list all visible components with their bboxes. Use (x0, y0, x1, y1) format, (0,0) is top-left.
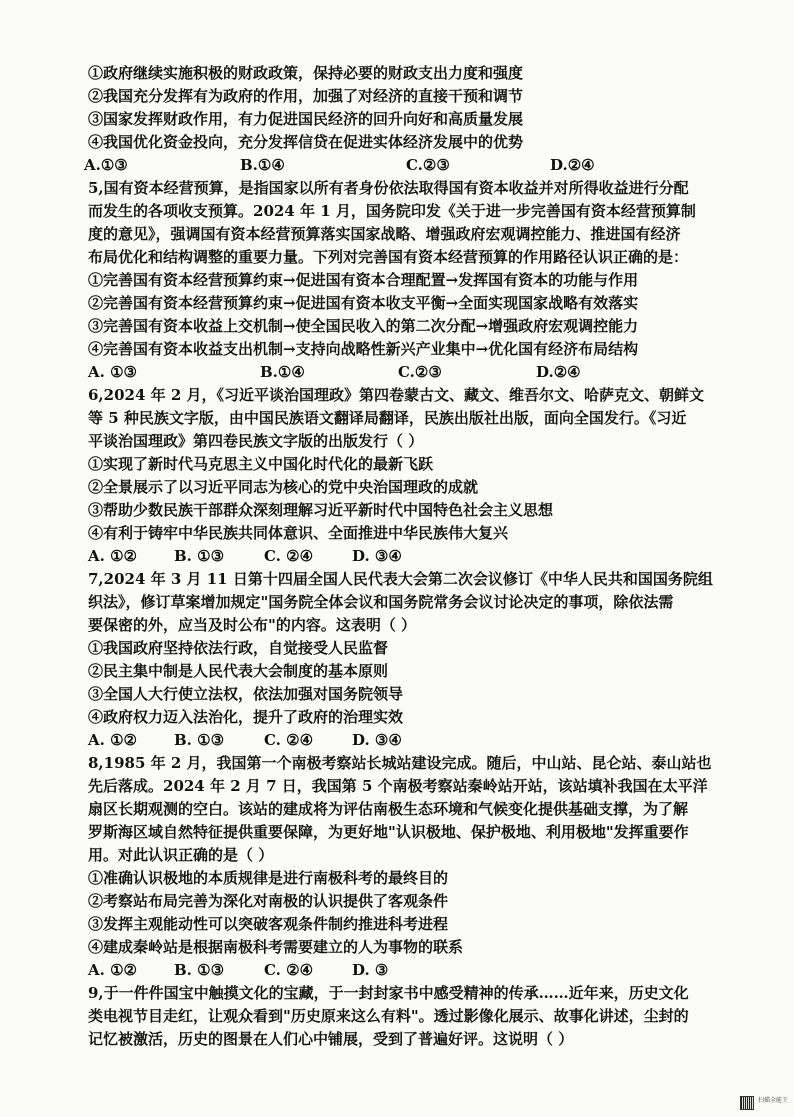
q4-statement-3: ③国家发挥财政作用，有力促进国民经济的回升向好和高质量发展 (88, 110, 524, 128)
q8-choice-a[interactable]: A. ①② (88, 961, 137, 979)
q4-choice-d[interactable]: D.②④ (550, 156, 595, 174)
q7-statement-1: ①我国政府坚持依法行政，自觉接受人民监督 (88, 639, 389, 657)
q6-answer-choices (88, 545, 778, 568)
q4-choice-b[interactable]: B.①④ (240, 156, 285, 174)
q7-statement-2: ②民主集中制是人民代表大会制度的基本原则 (88, 662, 389, 680)
q8-stem-line: 罗斯海区域自然特征提供重要保障，为更好地"认识极地、保护极地、利用极地"发挥重要作 (88, 823, 689, 841)
q7-answer-choices (88, 729, 778, 752)
q8-choice-d[interactable]: D. ③ (352, 961, 389, 979)
q5-statement-1: ①完善国有资本经营预算约束→促进国有资本合理配置→发挥国有资本的功能与作用 (88, 271, 639, 289)
q8-statement-1: ①准确认识极地的本质规律是进行南极科考的最终目的 (88, 869, 449, 887)
q6-stem-line: 6,2024 年 2 月，《习近平谈治国理政》第四卷蒙古文、藏文、维吾尔文、哈萨克文、朝鲜文 (88, 386, 705, 404)
q6-choice-d[interactable]: D. ③④ (352, 547, 402, 565)
q6-stem-line: 等 5 种民族文字版，由中国民族语文翻译局翻译，民族出版社出版，面向全国发行。《习近 (88, 409, 687, 427)
q5-choice-c[interactable]: C.②③ (398, 363, 442, 381)
q6-stem-line: 平谈治国理政》第四卷民族文字版的出版发行（ ） (88, 432, 424, 450)
q6-choice-b[interactable]: B. ①③ (174, 547, 225, 565)
q9-stem-line: 9,于一件件国宝中触摸文化的宝藏，于一封封家书中感受精神的传承……近年来，历史文化 (88, 984, 689, 1002)
q9-stem-line: 记忆被激活，历史的图景在人们心中铺展，受到了普遍好评。这说明（ ） (88, 1030, 574, 1048)
q8-statement-4: ④建成秦岭站是根据南极科考需要建立的人为事物的联系 (88, 938, 464, 956)
q5-statement-3: ③完善国有资本收益上交机制→使全国民收入的第二次分配→增强政府宏观调控能力 (88, 317, 639, 335)
scanner-watermark: 扫描全能王 (758, 1097, 789, 1104)
q5-stem-line: 布局优化和结构调整的重要力量。下列对完善国有资本经营预算的作用路径认识正确的是： (88, 248, 689, 266)
q4-answer-choices (84, 154, 778, 177)
q5-stem-line: 而发生的各项收支预算。2024 年 1 月，国务院印发《关于进一步完善国有资本经营预算制 (88, 202, 696, 220)
q8-statement-3: ③发挥主观能动性可以突破客观条件制约推进科考进程 (88, 915, 449, 933)
q7-choice-a[interactable]: A. ①② (88, 731, 137, 749)
q7-choice-c[interactable]: C. ②④ (264, 731, 314, 749)
q5-stem-line: 度的意见》，强调国有资本经营预算落实国家战略、增强政府宏观调控能力、推进国有经济 (88, 225, 681, 243)
q8-statement-2: ②考察站布局完善为深化对南极的认识提供了客观条件 (88, 892, 449, 910)
q5-choice-d[interactable]: D.②④ (536, 363, 581, 381)
q7-stem-line: 要保密的外，应当及时公布"的内容。这表明（ ） (88, 616, 417, 634)
q8-answer-choices (88, 959, 778, 982)
q8-choice-c[interactable]: C. ②④ (264, 961, 314, 979)
q6-statement-4: ④有利于铸牢中华民族共同体意识、全面推进中华民族伟大复兴 (88, 524, 509, 542)
q5-choice-a[interactable]: A. ①③ (88, 363, 137, 381)
q6-statement-1: ①实现了新时代马克思主义中国化时代化的最新飞跃 (88, 455, 434, 473)
q8-stem-line: 用。对此认识正确的是（ ） (88, 846, 274, 864)
q8-stem-line: 8,1985 年 2 月，我国第一个南极考察站长城站建设完成。随后，中山站、昆仑站、泰山站也 (88, 754, 712, 772)
q7-stem-line: 7,2024 年 3 月 11 日第十四届全国人民代表大会第二次会议修订《中华人民共和国国务院组 (88, 570, 713, 588)
q5-choice-b[interactable]: B.①④ (260, 363, 305, 381)
q5-stem-line: 5,国有资本经营预算，是指国家以所有者身份依法取得国有资本收益并对所得收益进行分配 (88, 179, 689, 197)
q8-stem-line: 扇区长期观测的空白。该站的建成将为评估南极生态环境和气候变化提供基础支撑，为了解 (88, 800, 689, 818)
q7-statement-4: ④政府权力迈入法治化，提升了政府的治理实效 (88, 708, 404, 726)
q5-statement-4: ④完善国有资本收益支出机制→支持向战略性新兴产业集中→优化国有经济布局结构 (88, 340, 639, 358)
exam-page (84, 62, 778, 1051)
q4-statement-1: ①政府继续实施积极的财政政策，保持必要的财政支出力度和强度 (88, 64, 524, 82)
q5-statement-2: ②完善国有资本经营预算约束→促进国有资本收支平衡→全面实现国家战略有效落实 (88, 294, 639, 312)
qr-code-icon (740, 1096, 754, 1110)
q4-statement-4: ④我国优化资金投向，充分发挥信贷在促进实体经济发展中的优势 (88, 133, 524, 151)
q4-choice-c[interactable]: C.②③ (406, 156, 450, 174)
q8-stem-line: 先后落成。2024 年 2 月 7 日，我国第 5 个南极考察站秦岭站开站，该站填补我国在太平洋 (88, 777, 708, 795)
q6-choice-a[interactable]: A. ①② (88, 547, 137, 565)
q6-choice-c[interactable]: C. ②④ (264, 547, 314, 565)
q7-stem-line: 织法》，修订草案增加规定"国务院全体会议和国务院常务会议讨论决定的事项，除依法需 (88, 593, 674, 611)
q8-choice-b[interactable]: B. ①③ (174, 961, 225, 979)
q7-statement-3: ③全国人大行使立法权，依法加强对国务院领导 (88, 685, 404, 703)
q7-choice-d[interactable]: D. ③④ (352, 731, 402, 749)
q4-choice-a[interactable]: A.①③ (84, 156, 128, 174)
q6-statement-3: ③帮助少数民族干部群众深刻理解习近平新时代中国特色社会主义思想 (88, 501, 554, 519)
q7-choice-b[interactable]: B. ①③ (174, 731, 225, 749)
q4-statement-2: ②我国充分发挥有为政府的作用，加强了对经济的直接干预和调节 (88, 87, 524, 105)
q5-answer-choices (88, 361, 778, 384)
q6-statement-2: ②全景展示了以习近平同志为核心的党中央治国理政的成就 (88, 478, 479, 496)
q9-stem-line: 类电视节目走红，让观众看到"历史原来这么有料"。透过影像化展示、故事化讲述，尘封的 (88, 1007, 689, 1025)
